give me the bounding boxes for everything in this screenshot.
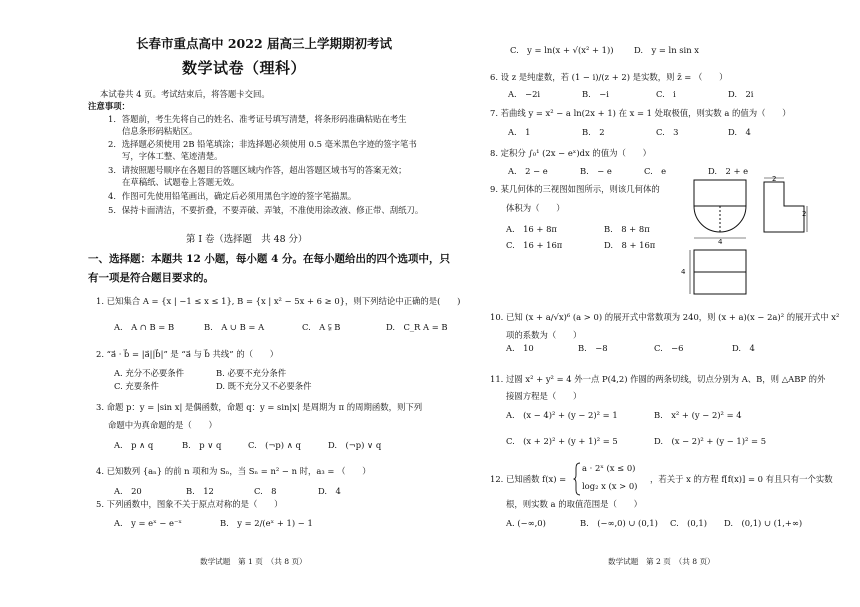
fig-dim-label-left: 4 — [681, 268, 686, 276]
q4-option-a: A. 20 — [114, 486, 142, 496]
footer-page-1: 数学试题 第 1 页 （共 8 页） — [200, 557, 307, 566]
q5-option-b: B. y = 2/(eˣ + 1) − 1 — [220, 518, 313, 528]
fig-dim-label-bottom: 4 — [718, 238, 723, 246]
q9-option-b: B. 8 + 8π — [604, 224, 650, 234]
q5-option-d: D. y = ln sin x — [634, 45, 700, 55]
brace-icon — [573, 462, 581, 496]
q5-option-c: C. y = ln(x + √(x² + 1)) — [510, 45, 614, 55]
question-12: 12. 已知函数 f(x) = — [490, 474, 567, 484]
question-6: 6. 设 z 是纯虚数，若 (1 − i)/(z + 2) 是实数，则 z̄ = （ ） — [490, 72, 728, 82]
q1-option-a: A. A ∩ B = B — [114, 322, 175, 332]
q7-option-b: B. 2 — [582, 127, 605, 137]
question-1: 1. 已知集合 A = {x | −1 ≤ x ≤ 1}, B = {x | x² − 5x + 6 ≥ 0}，则下列结论中正确的是( ) — [96, 296, 461, 306]
q2-option-a: A. 充分不必要条件 — [114, 368, 184, 378]
footer-page-2: 数学试题 第 2 页 （共 8 页） — [608, 557, 715, 566]
school-line: 长春市重点高中 2022 届高三上学期期初考试 — [136, 36, 392, 51]
question-8: 8. 定积分 ∫₀¹ (2x − eˣ)dx 的值为（ ） — [490, 148, 651, 158]
q12-case-2: log₂ x (x > 0) — [582, 481, 638, 491]
question-9-cont: 体积为（ ） — [506, 203, 565, 213]
q3-option-d: D. (¬p) ∨ q — [328, 440, 382, 450]
question-11-cont: 接圆方程是（ ） — [506, 391, 582, 401]
notice-title: 注意事项： — [88, 101, 130, 111]
q8-option-c: C. e — [644, 166, 667, 176]
q12-option-c: C. (0,1) — [670, 518, 707, 528]
q11-option-c: C. (x + 2)² + (y + 1)² = 5 — [506, 436, 618, 446]
question-10-cont: 项的系数为（ ） — [506, 330, 582, 340]
question-3-cont: 命题中为真命题的是（ ） — [108, 420, 217, 430]
intro-text: 本试卷共 4 页。考试结束后，将答题卡交回。 — [100, 89, 270, 99]
q2-option-b: B. 必要不充分条件 — [216, 368, 287, 378]
q4-option-b: B. 12 — [186, 486, 214, 496]
q9-option-c: C. 16 + 16π — [506, 240, 563, 250]
q10-option-d: D. 4 — [732, 343, 755, 353]
q11-option-a: A. (x − 4)² + (y − 2)² = 1 — [506, 410, 618, 420]
part-title: 第 I 卷（选择题 共 48 分） — [186, 234, 308, 245]
q7-option-c: C. 3 — [656, 127, 679, 137]
q3-option-c: C. (¬p) ∧ q — [248, 440, 301, 450]
question-3: 3. 命题 p：y = |sin x| 是偶函数，命题 q：y = sin|x| 是周期为 π 的周期函数，则下列 — [96, 402, 423, 412]
q5-option-a: A. y = eˣ − e⁻ˣ — [114, 518, 182, 528]
q11-option-d: D. (x − 2)² + (y − 1)² = 5 — [654, 436, 767, 446]
q6-option-b: B. −i — [582, 89, 609, 99]
q10-option-c: C. −6 — [654, 343, 684, 353]
q6-option-a: A. −2i — [508, 89, 541, 99]
notice-2: 2．选择题必须使用 2B 铅笔填涂；非选择题必须使用 0.5 毫米黑色字迹的签字笔书 — [108, 139, 417, 149]
question-12-suffix: ，若关于 x 的方程 f[f(x)] = 0 有且只有一个实数 — [650, 474, 833, 484]
three-view-figure — [680, 176, 810, 300]
q3-option-a: A. p ∧ q — [114, 440, 154, 450]
front-view — [694, 180, 746, 232]
question-12-cont: 根，则实数 a 的取值范围是（ ） — [506, 499, 642, 509]
q9-option-a: A. 16 + 8π — [506, 224, 557, 234]
q8-option-d: D. 2 + e — [708, 166, 749, 176]
section-heading: 一、选择题：本题共 12 小题，每小题 4 分。在每小题给出的四个选项中，只 — [88, 253, 451, 265]
q6-option-c: C. i — [656, 89, 676, 99]
section-heading-cont: 有一项是符合题目要求的。 — [88, 272, 214, 284]
top-view — [694, 250, 746, 294]
side-view — [764, 182, 807, 232]
question-10: 10. 已知 (x + a/√x)⁶ (a > 0) 的展开式中常数项为 240，则 (x + a)(x − 2a)² 的展开式中 x² — [490, 312, 840, 322]
exam-title: 数学试卷（理科） — [182, 59, 307, 77]
q7-option-a: A. 1 — [508, 127, 531, 137]
question-11: 11. 过圆 x² + y² = 4 外一点 P(4,2) 作圆的两条切线，切点分别为 A、B，则 △ABP 的外 — [490, 374, 826, 384]
q1-option-d: D. C_R A = B — [386, 322, 448, 332]
q11-option-b: B. x² + (y − 2)² = 4 — [654, 410, 742, 420]
notice-1b: 信息条形码粘贴区。 — [122, 126, 198, 136]
q9-option-d: D. 8 + 16π — [604, 240, 656, 250]
fig-dim-label-side: 2 — [802, 210, 807, 218]
question-2: 2. “a⃗ · b⃗ = |a⃗||b⃗|” 是 “a⃗ 与 b⃗ 共线” 的（ ） — [96, 349, 279, 359]
q4-option-d: D. 4 — [318, 486, 341, 496]
question-4: 4. 已知数列 {aₙ} 的前 n 项和为 Sₙ，当 Sₙ = n² − n 时，a₃ = （ ） — [96, 466, 371, 476]
notice-3b: 在草稿纸、试题卷上答题无效。 — [122, 177, 240, 187]
q12-case-1: a · 2ˣ (x ≤ 0) — [582, 463, 636, 473]
q12-option-d: D. (0,1) ∪ (1,+∞) — [724, 518, 803, 528]
q12-option-b: B. (−∞,0) ∪ (0,1) — [580, 518, 658, 528]
dimension-lines — [690, 178, 807, 294]
question-9: 9. 某几何体的三视图如图所示，则该几何体的 — [490, 184, 660, 194]
q4-option-c: C. 8 — [254, 486, 277, 496]
question-7: 7. 若曲线 y = x² − a ln(2x + 1) 在 x = 1 处取极值，则实数 a 的值为（ ） — [490, 108, 791, 118]
q2-option-c: C. 充要条件 — [114, 381, 159, 391]
notice-4: 4．作图可先使用铅笔画出，确定后必须用黑色字迹的签字笔描黑。 — [108, 191, 357, 201]
notice-3: 3．请按照题号顺序在各题目的答题区域内作答，超出答题区域书写的答案无效； — [108, 165, 407, 175]
q10-option-b: B. −8 — [578, 343, 608, 353]
q2-option-d: D. 既不充分又不必要条件 — [216, 381, 312, 391]
q10-option-a: A. 10 — [506, 343, 534, 353]
q1-option-b: B. A ∪ B = A — [204, 322, 265, 332]
q8-option-a: A. 2 − e — [508, 166, 548, 176]
q8-option-b: B. − e — [580, 166, 612, 176]
q6-option-d: D. 2i — [728, 89, 754, 99]
notice-5: 5．保持卡面清洁，不要折叠，不要弄破、弄皱，不准使用涂改液、修正带、刮纸刀。 — [108, 205, 424, 215]
question-5: 5. 下列函数中，图象不关于原点对称的是（ ） — [96, 499, 283, 509]
notice-1: 1．答题前，考生先将自己的姓名、准考证号填写清楚，将条形码准确粘贴在考生 — [108, 114, 407, 124]
q3-option-b: B. p ∨ q — [182, 440, 222, 450]
fig-dim-label-top: 2 — [772, 176, 777, 183]
notice-2b: 写，字体工整、笔迹清楚。 — [122, 151, 223, 161]
q7-option-d: D. 4 — [728, 127, 751, 137]
q12-option-a: A. (−∞,0) — [506, 518, 546, 528]
q1-option-c: C. A ⫋ B — [302, 322, 341, 332]
